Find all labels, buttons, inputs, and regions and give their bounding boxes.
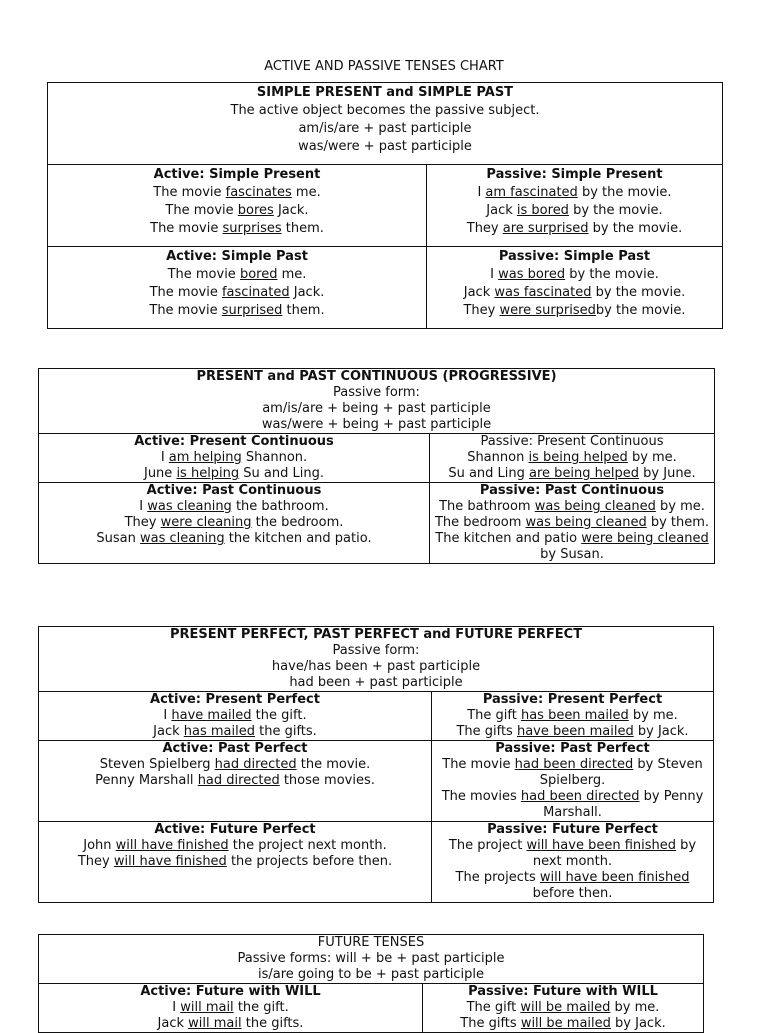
cell-title: Active: Present Continuous bbox=[134, 434, 334, 449]
verb-phrase: am fascinated bbox=[485, 185, 578, 200]
cell-title: Active: Present Perfect bbox=[150, 692, 320, 707]
rule-line: have/has been + past participle bbox=[271, 659, 481, 674]
cell-title: Passive: Simple Past bbox=[498, 249, 651, 264]
continuous-header-cell bbox=[39, 369, 715, 434]
rule-line: am/is/are + past participle bbox=[298, 121, 472, 136]
cell-title: Passive: Future Perfect bbox=[487, 822, 658, 837]
verb-phrase: were being cleaned bbox=[581, 531, 709, 546]
verb-phrase: will mail bbox=[188, 1016, 242, 1031]
cell-title: Passive: Present Continuous bbox=[480, 434, 664, 449]
example-sentence: The project will have been finished by next month. bbox=[448, 838, 697, 869]
verb-phrase: have been mailed bbox=[516, 724, 634, 739]
verb-phrase: is being helped bbox=[528, 450, 628, 465]
rule-line: am/is/are + being + past participle bbox=[262, 401, 491, 416]
example-sentence: The movie fascinated Jack. bbox=[149, 285, 325, 300]
perfect-header-cell bbox=[39, 627, 714, 692]
example-sentence: The movie surprises them. bbox=[150, 221, 324, 236]
example-sentence: Jack was fascinated by the movie. bbox=[463, 285, 686, 300]
future-header-cell bbox=[39, 935, 704, 984]
example-sentence: I have mailed the gift. bbox=[163, 708, 307, 723]
verb-phrase: was being cleaned bbox=[534, 499, 656, 514]
passive-future-perfect-cell bbox=[432, 822, 714, 903]
passive-simple-present-cell bbox=[427, 165, 723, 247]
verb-phrase: were cleaning bbox=[160, 515, 252, 530]
verb-phrase: fascinated bbox=[221, 285, 290, 300]
verb-phrase: has mailed bbox=[183, 724, 255, 739]
example-sentence: The gifts will be mailed by Jack. bbox=[460, 1016, 666, 1031]
simple-header-cell bbox=[48, 83, 723, 165]
example-sentence: Su and Ling are being helped by June. bbox=[448, 466, 696, 481]
verb-phrase: had directed bbox=[197, 773, 280, 788]
example-sentence: June is helping Su and Ling. bbox=[143, 466, 324, 481]
section-heading: FUTURE TENSES bbox=[317, 935, 425, 950]
section-heading: PRESENT and PAST CONTINUOUS (PROGRESSIVE) bbox=[196, 369, 557, 384]
cell-title: Passive: Future with WILL bbox=[468, 984, 658, 999]
rule-line: had been + past participle bbox=[289, 675, 463, 690]
example-sentence: Jack will mail the gifts. bbox=[157, 1016, 304, 1031]
example-sentence: Jack has mailed the gifts. bbox=[153, 724, 317, 739]
future-tenses-table bbox=[38, 934, 704, 1033]
verb-phrase: was cleaning bbox=[147, 499, 232, 514]
verb-phrase: bores bbox=[237, 203, 274, 218]
example-sentence: Penny Marshall had directed those movies. bbox=[95, 773, 375, 788]
cell-title: Passive: Past Continuous bbox=[479, 483, 665, 498]
example-sentence: The bathroom was being cleaned by me. bbox=[439, 499, 705, 514]
passive-present-perfect-cell bbox=[432, 692, 714, 741]
section-heading: SIMPLE PRESENT and SIMPLE PAST bbox=[256, 85, 514, 100]
simple-tenses-table bbox=[47, 82, 723, 329]
passive-future-will-cell bbox=[423, 984, 704, 1033]
verb-phrase: has been mailed bbox=[520, 708, 629, 723]
verb-phrase: will have been finished bbox=[526, 838, 677, 853]
example-sentence: The gift will be mailed by me. bbox=[466, 1000, 660, 1015]
verb-phrase: surprises bbox=[222, 221, 282, 236]
verb-phrase: had been directed bbox=[520, 789, 640, 804]
example-sentence: The gifts have been mailed by Jack. bbox=[456, 724, 689, 739]
cell-title: Active: Future with WILL bbox=[140, 984, 321, 999]
example-sentence: I am fascinated by the movie. bbox=[477, 185, 672, 200]
rule-line: Passive form: bbox=[333, 385, 420, 400]
passive-past-continuous-cell bbox=[430, 483, 715, 564]
example-sentence: I will mail the gift. bbox=[172, 1000, 289, 1015]
chart-title: ACTIVE AND PASSIVE TENSES CHART bbox=[264, 59, 504, 74]
perfect-tenses-table bbox=[38, 626, 714, 903]
verb-phrase: will be mailed bbox=[520, 1000, 611, 1015]
verb-phrase: will be mailed bbox=[520, 1016, 611, 1031]
example-sentence: The movie bores Jack. bbox=[165, 203, 309, 218]
verb-phrase: fascinates bbox=[225, 185, 292, 200]
verb-phrase: are surprised bbox=[502, 221, 589, 236]
passive-past-perfect-cell bbox=[432, 741, 714, 822]
passive-present-continuous-cell bbox=[430, 434, 715, 483]
verb-phrase: was being cleaned bbox=[525, 515, 647, 530]
rule-line: is/are going to be + past participle bbox=[257, 967, 485, 982]
example-sentence: Susan was cleaning the kitchen and patio. bbox=[96, 531, 372, 546]
verb-phrase: surprised bbox=[221, 303, 283, 318]
verb-phrase: had been directed bbox=[514, 757, 634, 772]
passive-simple-past-cell bbox=[427, 247, 723, 329]
cell-title: Active: Future Perfect bbox=[154, 822, 316, 837]
example-sentence: Steven Spielberg had directed the movie. bbox=[99, 757, 371, 772]
example-sentence: I was bored by the movie. bbox=[490, 267, 659, 282]
example-sentence: The projects will have been finished before then. bbox=[455, 870, 690, 901]
cell-title: Passive: Simple Present bbox=[486, 167, 663, 182]
cell-title: Active: Simple Present bbox=[153, 167, 321, 182]
example-sentence: They will have finished the projects before then. bbox=[77, 854, 393, 869]
verb-phrase: was bored bbox=[498, 267, 566, 282]
verb-phrase: is helping bbox=[176, 466, 240, 481]
active-present-continuous-cell bbox=[39, 434, 430, 483]
rule-line: Passive form: bbox=[332, 643, 420, 658]
active-future-perfect-cell bbox=[39, 822, 432, 903]
example-sentence: Shannon is being helped by me. bbox=[467, 450, 677, 465]
verb-phrase: will have been finished bbox=[539, 870, 690, 885]
continuous-tenses-table bbox=[38, 368, 715, 564]
example-sentence: The gift has been mailed by me. bbox=[467, 708, 678, 723]
cell-title: Passive: Past Perfect bbox=[495, 741, 650, 756]
example-sentence: The kitchen and patio were being cleaned by Susan. bbox=[435, 531, 709, 562]
example-sentence: Jack is bored by the movie. bbox=[486, 203, 663, 218]
cell-title: Passive: Present Perfect bbox=[482, 692, 663, 707]
active-simple-past-cell bbox=[48, 247, 427, 329]
verb-phrase: are being helped bbox=[529, 466, 640, 481]
verb-phrase: will mail bbox=[180, 1000, 234, 1015]
example-sentence: I am helping Shannon. bbox=[160, 450, 308, 465]
example-sentence: The movie had been directed by Steven Spielberg. bbox=[442, 757, 703, 788]
active-simple-present-cell bbox=[48, 165, 427, 247]
example-sentence: They were surprisedby the movie. bbox=[463, 303, 686, 318]
verb-phrase: is bored bbox=[516, 203, 569, 218]
cell-title: Active: Past Perfect bbox=[162, 741, 308, 756]
example-sentence: The movie fascinates me. bbox=[153, 185, 321, 200]
verb-phrase: was cleaning bbox=[140, 531, 225, 546]
example-sentence: The movie surprised them. bbox=[149, 303, 325, 318]
rule-line: Passive forms: will + be + past participle bbox=[237, 951, 505, 966]
verb-phrase: will have finished bbox=[113, 854, 227, 869]
verb-phrase: were surprised bbox=[499, 303, 596, 318]
verb-phrase: will have finished bbox=[115, 838, 229, 853]
section-heading: PRESENT PERFECT, PAST PERFECT and FUTURE PERFECT bbox=[169, 627, 583, 642]
rule-line: was/were + being + past participle bbox=[261, 417, 492, 432]
example-sentence: I was cleaning the bathroom. bbox=[139, 499, 329, 514]
example-sentence: The movies had been directed by Penny Marshall. bbox=[441, 789, 704, 820]
verb-phrase: am helping bbox=[168, 450, 242, 465]
rule-line: The active object becomes the passive subject. bbox=[230, 103, 540, 118]
verb-phrase: had directed bbox=[214, 757, 297, 772]
example-sentence: John will have finished the project next month. bbox=[83, 838, 387, 853]
example-sentence: They are surprised by the movie. bbox=[466, 221, 683, 236]
active-future-will-cell bbox=[39, 984, 423, 1033]
cell-title: Active: Past Continuous bbox=[146, 483, 322, 498]
example-sentence: The bedroom was being cleaned by them. bbox=[434, 515, 710, 530]
example-sentence: They were cleaning the bedroom. bbox=[124, 515, 344, 530]
active-present-perfect-cell bbox=[39, 692, 432, 741]
cell-title: Active: Simple Past bbox=[166, 249, 308, 264]
rule-line: was/were + past participle bbox=[298, 139, 472, 154]
active-past-continuous-cell bbox=[39, 483, 430, 564]
active-past-perfect-cell bbox=[39, 741, 432, 822]
example-sentence: The movie bored me. bbox=[167, 267, 307, 282]
verb-phrase: bored bbox=[239, 267, 278, 282]
verb-phrase: was fascinated bbox=[494, 285, 592, 300]
verb-phrase: have mailed bbox=[171, 708, 252, 723]
